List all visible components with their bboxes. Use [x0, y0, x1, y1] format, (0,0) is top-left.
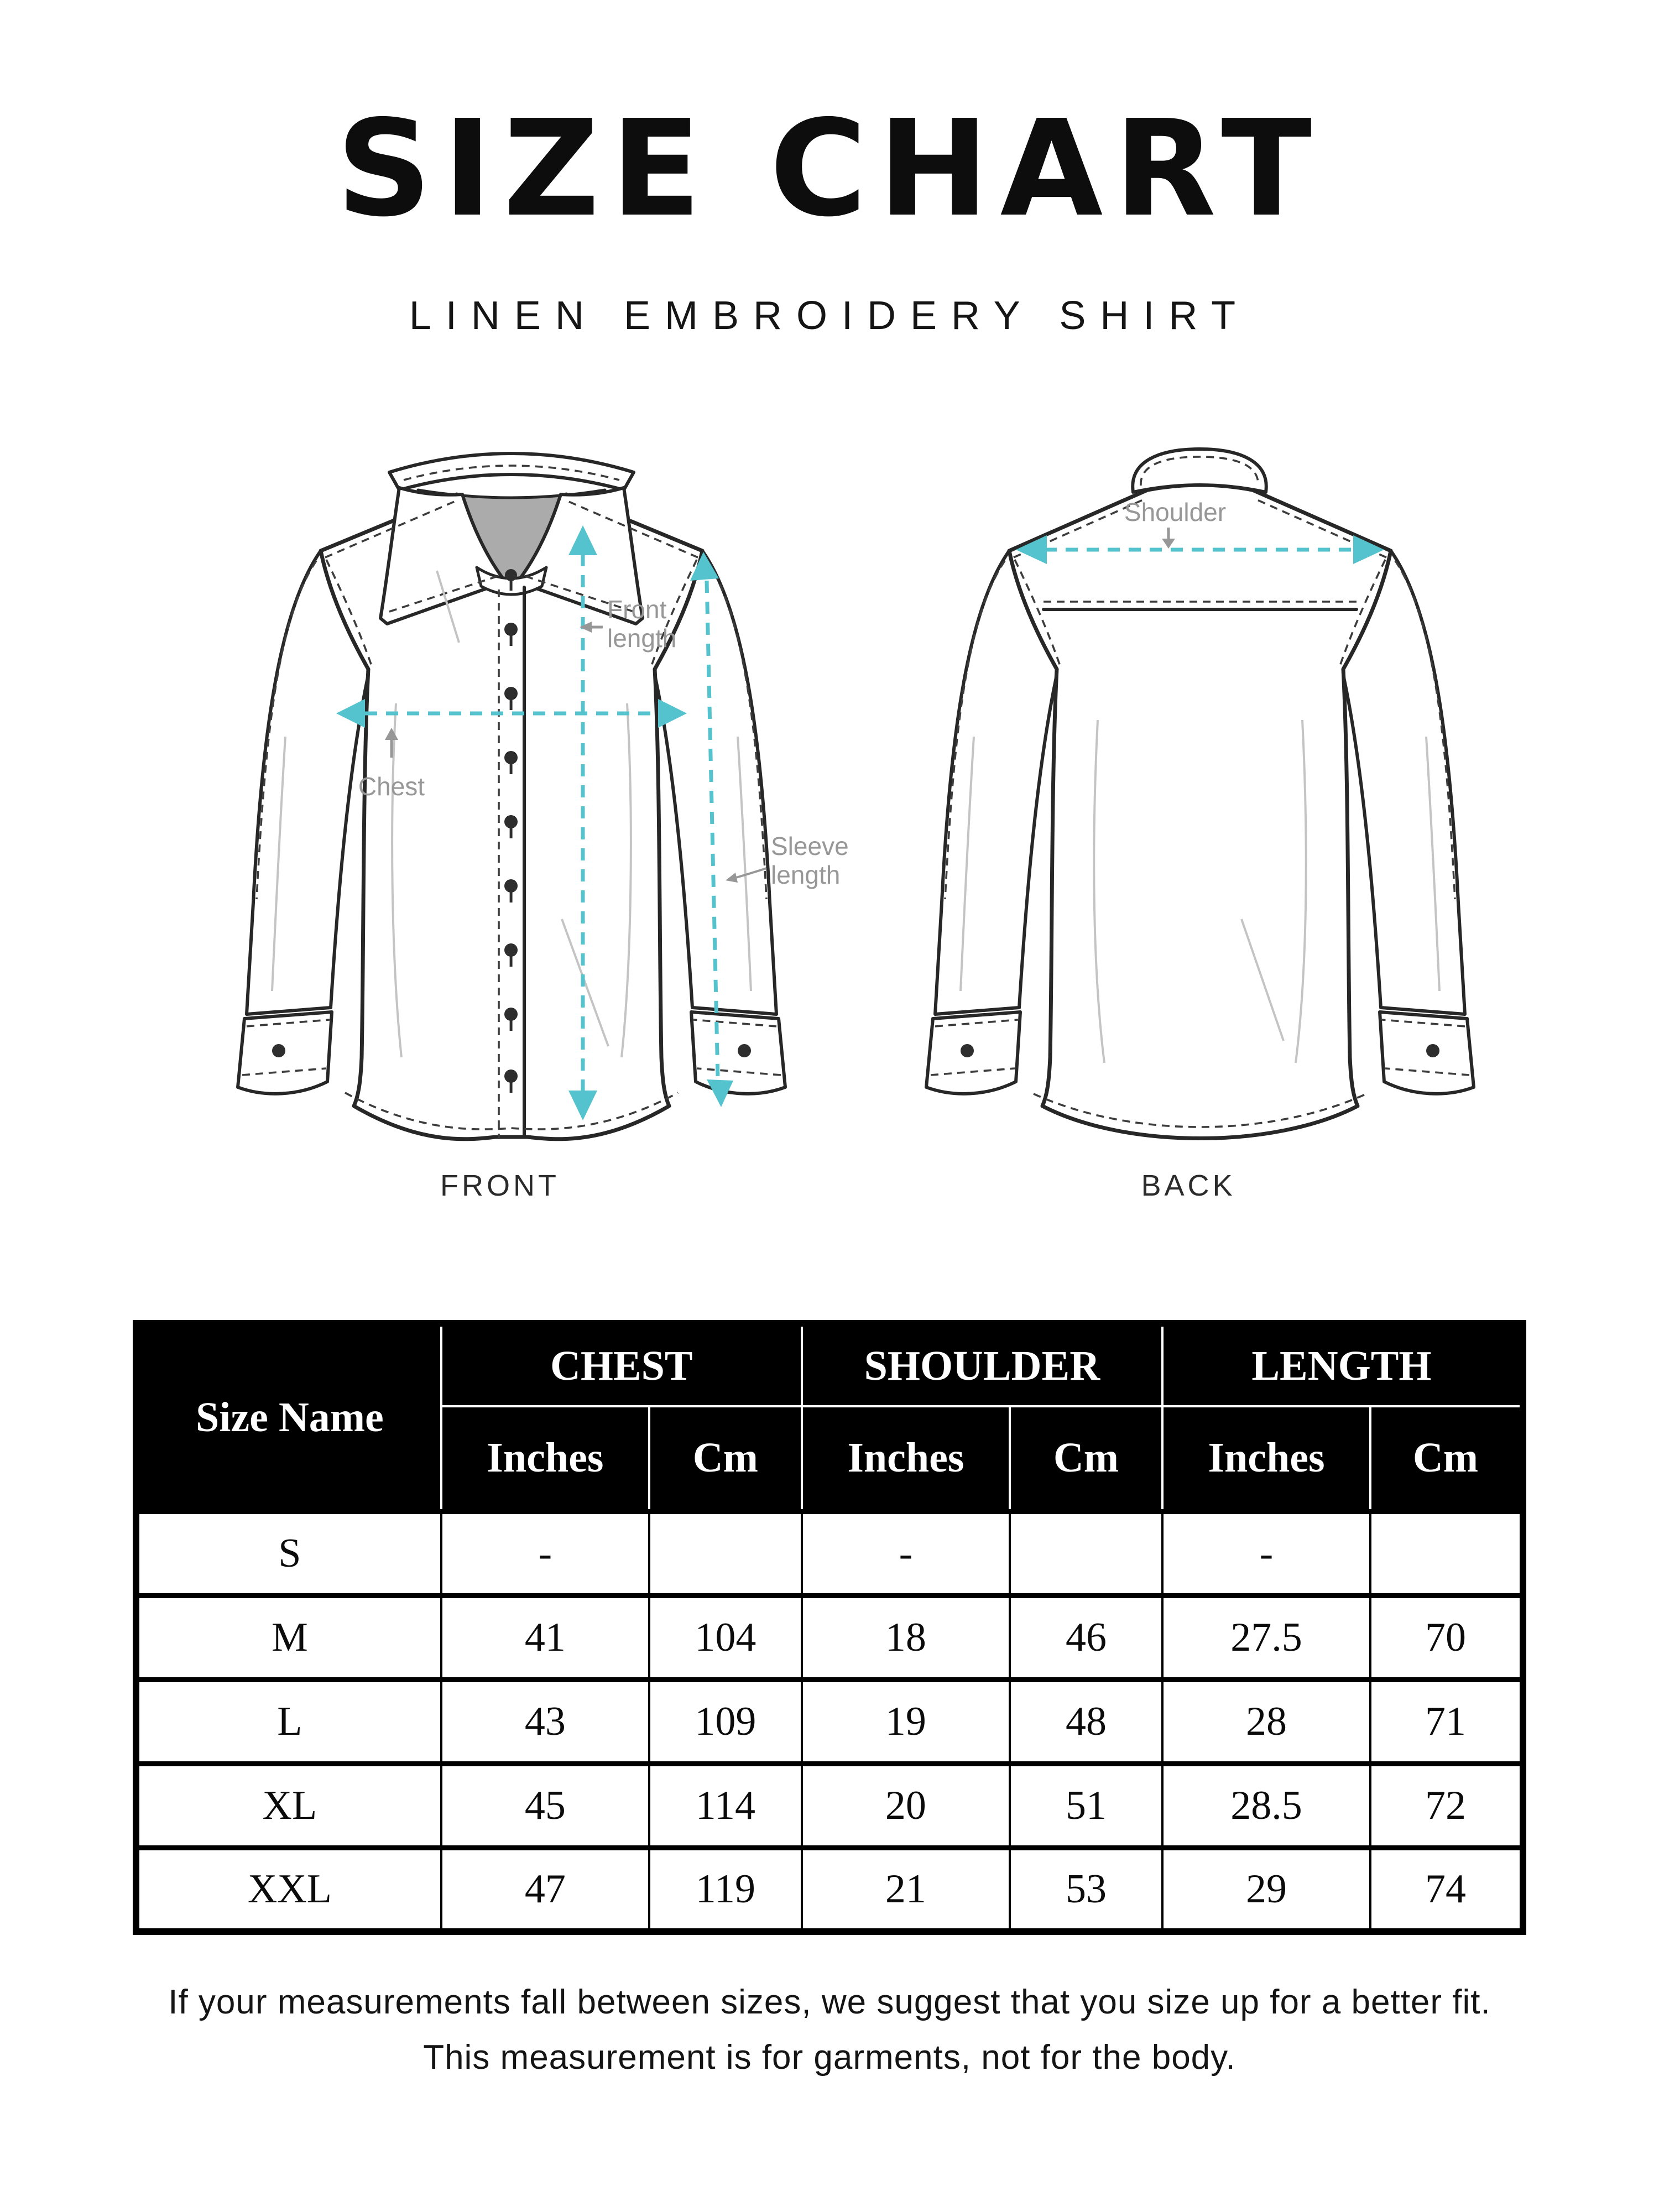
footer-note-line2: This measurement is for garments, not for the body. — [423, 2038, 1236, 2077]
col-group-shoulder: SHOULDER — [802, 1323, 1162, 1406]
value-cell: 48 — [1010, 1679, 1162, 1764]
page-title: SIZE CHART — [336, 91, 1323, 246]
back-collar — [1133, 449, 1266, 492]
table-row-xl — [136, 1764, 1523, 1848]
value-cell: 20 — [802, 1764, 1010, 1848]
value-cell: 41 — [441, 1595, 649, 1679]
back-body — [1009, 485, 1391, 1139]
value-cell: 51 — [1010, 1764, 1162, 1848]
col-header-chest-cm: Cm — [649, 1406, 802, 1511]
col-header-size-name: Size Name — [136, 1323, 441, 1511]
col-header-length-inches: Inches — [1162, 1406, 1370, 1511]
size-cell: L — [136, 1679, 441, 1764]
back-caption: BACK — [1141, 1169, 1236, 1202]
value-cell: - — [802, 1511, 1010, 1595]
value-cell: 18 — [802, 1595, 1010, 1679]
table-row-xxl — [136, 1848, 1523, 1932]
value-cell: 74 — [1370, 1848, 1523, 1932]
col-group-length: LENGTH — [1162, 1323, 1523, 1406]
value-cell: 109 — [649, 1679, 802, 1764]
footer-note-line1: If your measurements fall between sizes, we suggest that you size up for a better fit. — [168, 1983, 1491, 2021]
collar-band-top — [389, 453, 634, 490]
value-cell: 45 — [441, 1764, 649, 1848]
shirt-diagrams — [0, 338, 1659, 1201]
back-shirt-outline — [926, 449, 1474, 1139]
footer-note — [0, 1975, 1659, 2086]
value-cell: 46 — [1010, 1595, 1162, 1679]
size-cell: XXL — [136, 1848, 441, 1932]
value-cell: 21 — [802, 1848, 1010, 1932]
front-caption: FRONT — [440, 1169, 560, 1202]
size-table — [133, 1320, 1526, 1935]
value-cell: 29 — [1162, 1848, 1370, 1932]
table-row-m — [136, 1595, 1523, 1679]
page-subtitle: LINEN EMBROIDERY SHIRT — [409, 294, 1250, 338]
back-shirt-diagram — [910, 444, 1601, 1207]
table-row-s — [136, 1511, 1523, 1595]
value-cell: 43 — [441, 1679, 649, 1764]
value-cell — [1010, 1511, 1162, 1595]
col-header-length-cm: Cm — [1370, 1406, 1523, 1511]
table-row-l — [136, 1679, 1523, 1764]
value-cell: 27.5 — [1162, 1595, 1370, 1679]
value-cell — [1370, 1511, 1523, 1595]
chest-label: Chest — [358, 772, 425, 801]
value-cell: 72 — [1370, 1764, 1523, 1848]
value-cell: - — [1162, 1511, 1370, 1595]
value-cell: 47 — [441, 1848, 649, 1932]
size-cell: S — [136, 1511, 441, 1595]
value-cell — [649, 1511, 802, 1595]
sleeve-length-label-line1: Sleeve — [771, 832, 849, 860]
value-cell: 28.5 — [1162, 1764, 1370, 1848]
size-cell: M — [136, 1595, 441, 1679]
value-cell: 19 — [802, 1679, 1010, 1764]
value-cell: 28 — [1162, 1679, 1370, 1764]
sleeve-length-label-line2: length — [771, 860, 841, 889]
front-shirt-diagram — [221, 444, 912, 1207]
value-cell: 71 — [1370, 1679, 1523, 1764]
table-group-header-row — [136, 1323, 1523, 1406]
front-length-label-line1: Front — [607, 595, 667, 624]
value-cell: 119 — [649, 1848, 802, 1932]
value-cell: 70 — [1370, 1595, 1523, 1679]
front-length-label-line2: length — [607, 624, 677, 653]
value-cell: - — [441, 1511, 649, 1595]
col-header-chest-inches: Inches — [441, 1406, 649, 1511]
size-cell: XL — [136, 1764, 441, 1848]
col-header-shoulder-inches: Inches — [802, 1406, 1010, 1511]
col-group-chest: CHEST — [441, 1323, 802, 1406]
col-header-shoulder-cm: Cm — [1010, 1406, 1162, 1511]
shoulder-label: Shoulder — [1124, 498, 1227, 526]
value-cell: 104 — [649, 1595, 802, 1679]
value-cell: 53 — [1010, 1848, 1162, 1932]
value-cell: 114 — [649, 1764, 802, 1848]
